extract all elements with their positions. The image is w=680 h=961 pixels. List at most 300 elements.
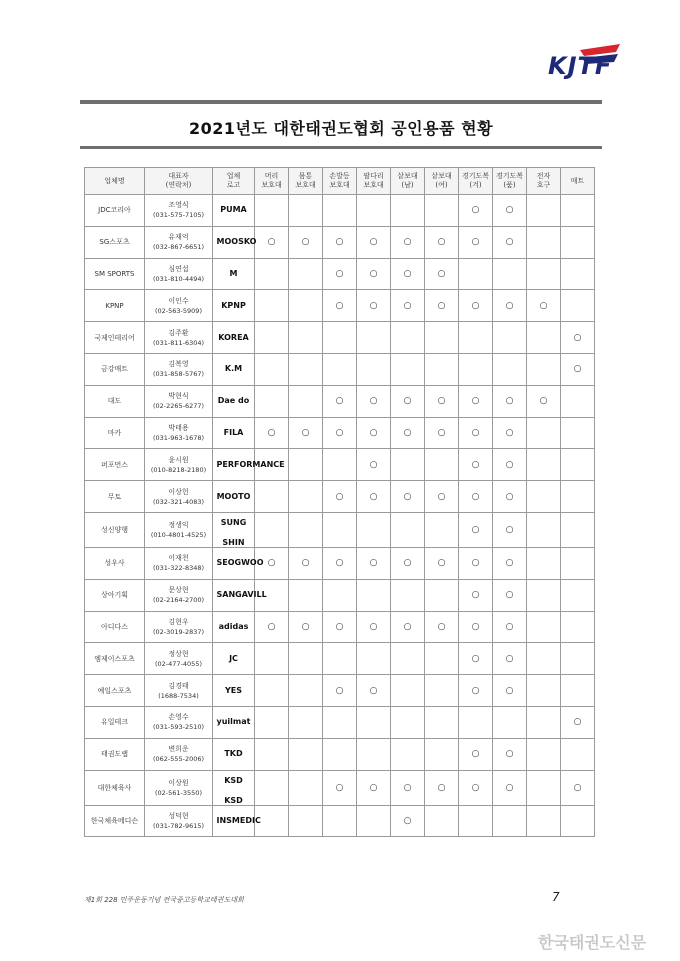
item-cell	[391, 226, 425, 258]
item-cell	[289, 643, 323, 675]
certified-mark: ○	[471, 491, 480, 502]
item-cell	[323, 258, 357, 290]
item-cell	[323, 579, 357, 611]
item-cell	[357, 449, 391, 481]
certified-mark: ○	[437, 621, 446, 632]
item-cell	[391, 449, 425, 481]
certified-mark: ○	[369, 685, 378, 696]
item-cell	[527, 195, 561, 227]
item-cell	[323, 195, 357, 227]
representative-phone: (010-8218-2180)	[150, 465, 207, 474]
column-header: 경기도복 (품)	[493, 168, 527, 195]
company-logo: KPNP	[221, 300, 246, 310]
representative-name: 박태용	[168, 423, 189, 432]
item-cell	[357, 805, 391, 837]
item-cell	[357, 417, 391, 449]
item-cell	[323, 611, 357, 643]
item-cell	[255, 226, 289, 258]
certified-mark: ○	[471, 782, 480, 793]
company-logo-cell	[213, 322, 255, 354]
item-cell	[357, 385, 391, 417]
item-cell	[391, 579, 425, 611]
representative-cell	[145, 449, 213, 481]
item-cell	[289, 611, 323, 643]
representative-name: 심연섭	[168, 264, 189, 273]
item-cell	[255, 322, 289, 354]
column-header: 경기도복 (겨)	[459, 168, 493, 195]
representative-cell	[145, 805, 213, 837]
table-row	[85, 512, 595, 547]
company-logo: K.M	[224, 364, 243, 374]
item-cell	[425, 290, 459, 322]
item-cell	[561, 226, 595, 258]
item-cell	[289, 290, 323, 322]
item-cell	[459, 805, 493, 837]
certified-mark: ○	[301, 237, 310, 248]
item-cell	[459, 353, 493, 385]
item-cell	[425, 385, 459, 417]
table-row	[85, 290, 595, 322]
item-cell	[357, 258, 391, 290]
representative-cell	[145, 770, 213, 805]
item-cell	[357, 353, 391, 385]
column-header: 샅보대 (남)	[391, 168, 425, 195]
org-logo-text: KJTF	[548, 52, 613, 80]
company-logo-cell	[213, 195, 255, 227]
item-cell	[527, 258, 561, 290]
company-name: 상아기획	[85, 579, 145, 611]
item-cell	[561, 353, 595, 385]
certified-mark: ○	[471, 427, 480, 438]
column-header: 샅보대 (여)	[425, 168, 459, 195]
watermark-text: 한국태권도신문	[538, 933, 647, 952]
item-cell	[323, 290, 357, 322]
item-cell	[289, 579, 323, 611]
certified-mark: ○	[505, 300, 514, 311]
item-cell	[459, 579, 493, 611]
certified-mark: ○	[471, 396, 480, 407]
certified-mark: ○	[471, 237, 480, 248]
item-cell	[323, 512, 357, 547]
certified-mark: ○	[369, 268, 378, 279]
company-name: 대도	[85, 385, 145, 417]
representative-phone: (02-2265-6277)	[152, 402, 205, 411]
certified-mark: ○	[335, 427, 344, 438]
company-logo: INSMEDIC	[216, 815, 261, 825]
item-cell	[391, 417, 425, 449]
company-logo: M	[229, 268, 238, 278]
representative-name: 김주환	[168, 328, 189, 337]
certified-mark: ○	[505, 685, 514, 696]
representative-cell	[145, 512, 213, 547]
certified-mark: ○	[267, 621, 276, 632]
table-row	[85, 226, 595, 258]
certified-mark: ○	[573, 364, 582, 375]
certified-mark: ○	[437, 396, 446, 407]
representative-name: 유재억	[168, 233, 189, 242]
item-cell	[561, 643, 595, 675]
company-logo-cell	[213, 738, 255, 770]
item-cell	[289, 675, 323, 707]
item-cell	[527, 643, 561, 675]
company-logo: MOOSKO	[216, 237, 257, 247]
item-cell	[289, 195, 323, 227]
representative-name: 김복영	[168, 360, 189, 369]
representative-cell	[145, 417, 213, 449]
company-name: 퍼포먼스	[85, 449, 145, 481]
column-header: 업체 로고	[213, 168, 255, 195]
item-cell	[459, 770, 493, 805]
company-name: 금강매트	[85, 353, 145, 385]
column-header: 손발등 보호대	[323, 168, 357, 195]
table-row	[85, 195, 595, 227]
item-cell	[493, 547, 527, 579]
item-cell	[527, 805, 561, 837]
item-cell	[289, 706, 323, 738]
certified-mark: ○	[335, 491, 344, 502]
item-cell	[459, 258, 493, 290]
item-cell	[323, 547, 357, 579]
item-cell	[459, 675, 493, 707]
item-cell	[323, 643, 357, 675]
certified-mark: ○	[471, 205, 480, 216]
representative-cell	[145, 353, 213, 385]
item-cell	[357, 611, 391, 643]
item-cell	[561, 512, 595, 547]
table-row	[85, 417, 595, 449]
certified-mark: ○	[403, 268, 412, 279]
company-logo: SANGAVILL	[216, 590, 267, 600]
certified-mark: ○	[301, 621, 310, 632]
item-cell	[493, 481, 527, 513]
item-cell	[561, 805, 595, 837]
column-header: 전자 호구	[527, 168, 561, 195]
certified-mark: ○	[471, 300, 480, 311]
representative-cell	[145, 579, 213, 611]
item-cell	[391, 290, 425, 322]
certified-mark: ○	[403, 300, 412, 311]
table-row	[85, 805, 595, 837]
company-name: JDC코리아	[85, 195, 145, 227]
representative-cell	[145, 643, 213, 675]
company-logo-cell	[213, 449, 285, 481]
certified-mark: ○	[471, 749, 480, 760]
item-cell	[357, 579, 391, 611]
certified-mark: ○	[471, 685, 480, 696]
title-rule-top	[80, 100, 602, 104]
certified-mark: ○	[335, 268, 344, 279]
certified-mark: ○	[437, 427, 446, 438]
certified-mark: ○	[369, 782, 378, 793]
item-cell	[493, 290, 527, 322]
certified-mark: ○	[471, 621, 480, 632]
certified-mark: ○	[505, 237, 514, 248]
certified-mark: ○	[267, 558, 276, 569]
item-cell	[561, 322, 595, 354]
table-row	[85, 385, 595, 417]
item-cell	[459, 611, 493, 643]
table-row	[85, 322, 595, 354]
item-cell	[459, 385, 493, 417]
certified-mark: ○	[573, 782, 582, 793]
item-cell	[493, 512, 527, 547]
certified-mark: ○	[437, 782, 446, 793]
company-name: SM SPORTS	[85, 258, 145, 290]
item-cell	[459, 417, 493, 449]
item-cell	[357, 643, 391, 675]
certified-mark: ○	[505, 396, 514, 407]
item-cell	[561, 385, 595, 417]
item-cell	[289, 805, 323, 837]
item-cell	[493, 195, 527, 227]
representative-cell	[145, 290, 213, 322]
item-cell	[391, 322, 425, 354]
item-cell	[323, 226, 357, 258]
item-cell	[323, 805, 357, 837]
certified-mark: ○	[267, 427, 276, 438]
certified-mark: ○	[403, 427, 412, 438]
item-cell	[357, 226, 391, 258]
item-cell	[425, 579, 459, 611]
item-cell	[493, 322, 527, 354]
page-title: 2021년도 대한태권도협회 공인용품 현황	[188, 119, 494, 138]
item-cell	[425, 512, 459, 547]
item-cell	[391, 385, 425, 417]
company-logo-cell	[213, 706, 255, 738]
company-logo: yuilmat	[216, 717, 251, 727]
company-logo-cell	[213, 417, 255, 449]
item-cell	[459, 547, 493, 579]
item-cell	[459, 449, 493, 481]
table-row	[85, 643, 595, 675]
item-cell	[493, 611, 527, 643]
certified-mark: ○	[505, 749, 514, 760]
item-cell	[323, 770, 357, 805]
item-cell	[425, 258, 459, 290]
company-logo-cell	[213, 290, 255, 322]
company-logo: YES	[224, 685, 243, 695]
certified-mark: ○	[369, 491, 378, 502]
item-cell	[323, 675, 357, 707]
certified-mark: ○	[369, 621, 378, 632]
item-cell	[323, 353, 357, 385]
representative-phone: (031-963-1678)	[152, 433, 205, 442]
company-logo-cell	[213, 579, 267, 611]
item-cell	[425, 770, 459, 805]
item-cell	[493, 417, 527, 449]
representative-cell	[145, 385, 213, 417]
item-cell	[527, 770, 561, 805]
representative-name: 김현우	[168, 617, 189, 626]
company-logo-cell	[213, 675, 255, 707]
company-name: 한국체육메디슨	[85, 805, 145, 837]
item-cell	[425, 675, 459, 707]
certified-mark: ○	[301, 427, 310, 438]
certified-mark: ○	[335, 558, 344, 569]
certified-mark: ○	[505, 558, 514, 569]
representative-name: 변희운	[168, 745, 189, 754]
certified-mark: ○	[403, 782, 412, 793]
certified-mark: ○	[403, 491, 412, 502]
company-logo-cell	[213, 226, 255, 258]
certified-mark: ○	[505, 653, 514, 664]
item-cell	[323, 385, 357, 417]
item-cell	[255, 643, 289, 675]
item-cell	[527, 512, 561, 547]
item-cell	[527, 706, 561, 738]
representative-phone: (031-810-4494)	[152, 274, 205, 283]
certified-mark: ○	[471, 590, 480, 601]
item-cell	[425, 547, 459, 579]
company-logo: FILA	[223, 427, 244, 437]
item-cell	[323, 738, 357, 770]
representative-name: 이재천	[168, 554, 189, 563]
item-cell	[425, 353, 459, 385]
item-cell	[357, 290, 391, 322]
item-cell	[323, 449, 357, 481]
representative-phone: (031-575-7105)	[152, 211, 205, 220]
representative-phone: (031-782-9615)	[152, 821, 205, 830]
item-cell	[357, 738, 391, 770]
company-name: 성신양행	[85, 512, 145, 547]
item-cell	[255, 385, 289, 417]
item-cell	[527, 353, 561, 385]
item-cell	[357, 512, 391, 547]
company-logo-cell	[213, 385, 255, 417]
item-cell	[561, 611, 595, 643]
item-cell	[527, 417, 561, 449]
item-cell	[255, 481, 289, 513]
certified-mark: ○	[539, 300, 548, 311]
item-cell	[255, 417, 289, 449]
item-cell	[493, 353, 527, 385]
item-cell	[289, 481, 323, 513]
company-name: 국제인테리어	[85, 322, 145, 354]
item-cell	[561, 195, 595, 227]
company-name: 태권도랩	[85, 738, 145, 770]
table-body	[85, 195, 595, 837]
item-cell	[255, 353, 289, 385]
item-cell	[493, 258, 527, 290]
certified-mark: ○	[471, 524, 480, 535]
item-cell	[391, 258, 425, 290]
footer-event-name: 제1회 228 민주운동기념 전국중고등학교태권도대회	[84, 896, 244, 904]
certified-mark: ○	[573, 717, 582, 728]
item-cell	[561, 290, 595, 322]
item-cell	[527, 675, 561, 707]
certified-mark: ○	[403, 558, 412, 569]
table-row	[85, 449, 595, 481]
representative-phone: (062-555-2006)	[152, 755, 205, 764]
certified-mark: ○	[301, 558, 310, 569]
item-cell	[425, 738, 459, 770]
certified-mark: ○	[437, 237, 446, 248]
column-header: 업체명	[85, 168, 145, 195]
representative-name: 조영식	[168, 201, 189, 210]
column-header: 대표자 (연락처)	[145, 168, 213, 195]
item-cell	[323, 322, 357, 354]
item-cell	[289, 738, 323, 770]
item-cell	[527, 449, 561, 481]
item-cell	[493, 706, 527, 738]
item-cell	[391, 611, 425, 643]
certified-mark: ○	[437, 491, 446, 502]
item-cell	[561, 258, 595, 290]
representative-name: 박현식	[168, 392, 189, 401]
item-cell	[561, 481, 595, 513]
company-name: 마카	[85, 417, 145, 449]
representative-phone: (031-858-5767)	[152, 370, 205, 379]
item-cell	[357, 481, 391, 513]
item-cell	[289, 226, 323, 258]
item-cell	[561, 675, 595, 707]
company-logo-cell	[213, 643, 255, 675]
representative-cell	[145, 547, 213, 579]
column-header: 몸통 보호대	[289, 168, 323, 195]
item-cell	[527, 579, 561, 611]
item-cell	[391, 706, 425, 738]
certified-mark: ○	[369, 558, 378, 569]
item-cell	[459, 322, 493, 354]
item-cell	[493, 675, 527, 707]
certified-mark: ○	[505, 459, 514, 470]
item-cell	[391, 353, 425, 385]
company-name: 예일스포츠	[85, 675, 145, 707]
company-logo-cell	[213, 481, 255, 513]
company-logo: SUNG SHIN	[220, 517, 247, 547]
table-row	[85, 547, 595, 579]
certified-mark: ○	[335, 685, 344, 696]
certified-mark: ○	[505, 590, 514, 601]
item-cell	[527, 290, 561, 322]
representative-cell	[145, 675, 213, 707]
item-cell	[391, 675, 425, 707]
item-cell	[561, 547, 595, 579]
item-cell	[357, 322, 391, 354]
item-cell	[357, 706, 391, 738]
table-row	[85, 675, 595, 707]
item-cell	[255, 675, 289, 707]
company-logo: KOREA	[218, 332, 249, 342]
representative-name: 정생익	[168, 520, 189, 529]
item-cell	[255, 512, 289, 547]
item-cell	[425, 226, 459, 258]
item-cell	[357, 675, 391, 707]
item-cell	[527, 385, 561, 417]
item-cell	[493, 805, 527, 837]
item-cell	[493, 643, 527, 675]
representative-phone: (02-2164-2700)	[152, 596, 205, 605]
item-cell	[425, 805, 459, 837]
item-cell	[561, 579, 595, 611]
representative-phone: (031-322-8348)	[152, 564, 205, 573]
company-name: 아디다스	[85, 611, 145, 643]
table-row	[85, 770, 595, 805]
certified-mark: ○	[437, 558, 446, 569]
certified-mark: ○	[403, 621, 412, 632]
representative-name: 정상현	[168, 649, 189, 658]
representative-name: 김경태	[168, 681, 189, 690]
item-cell	[323, 417, 357, 449]
company-logo-cell	[213, 770, 255, 805]
item-cell	[561, 706, 595, 738]
table-row	[85, 738, 595, 770]
representative-phone: (010-4801-4525)	[150, 530, 207, 539]
table-row	[85, 706, 595, 738]
company-name: KPNP	[85, 290, 145, 322]
certified-products-table	[84, 167, 595, 837]
certified-mark: ○	[267, 237, 276, 248]
